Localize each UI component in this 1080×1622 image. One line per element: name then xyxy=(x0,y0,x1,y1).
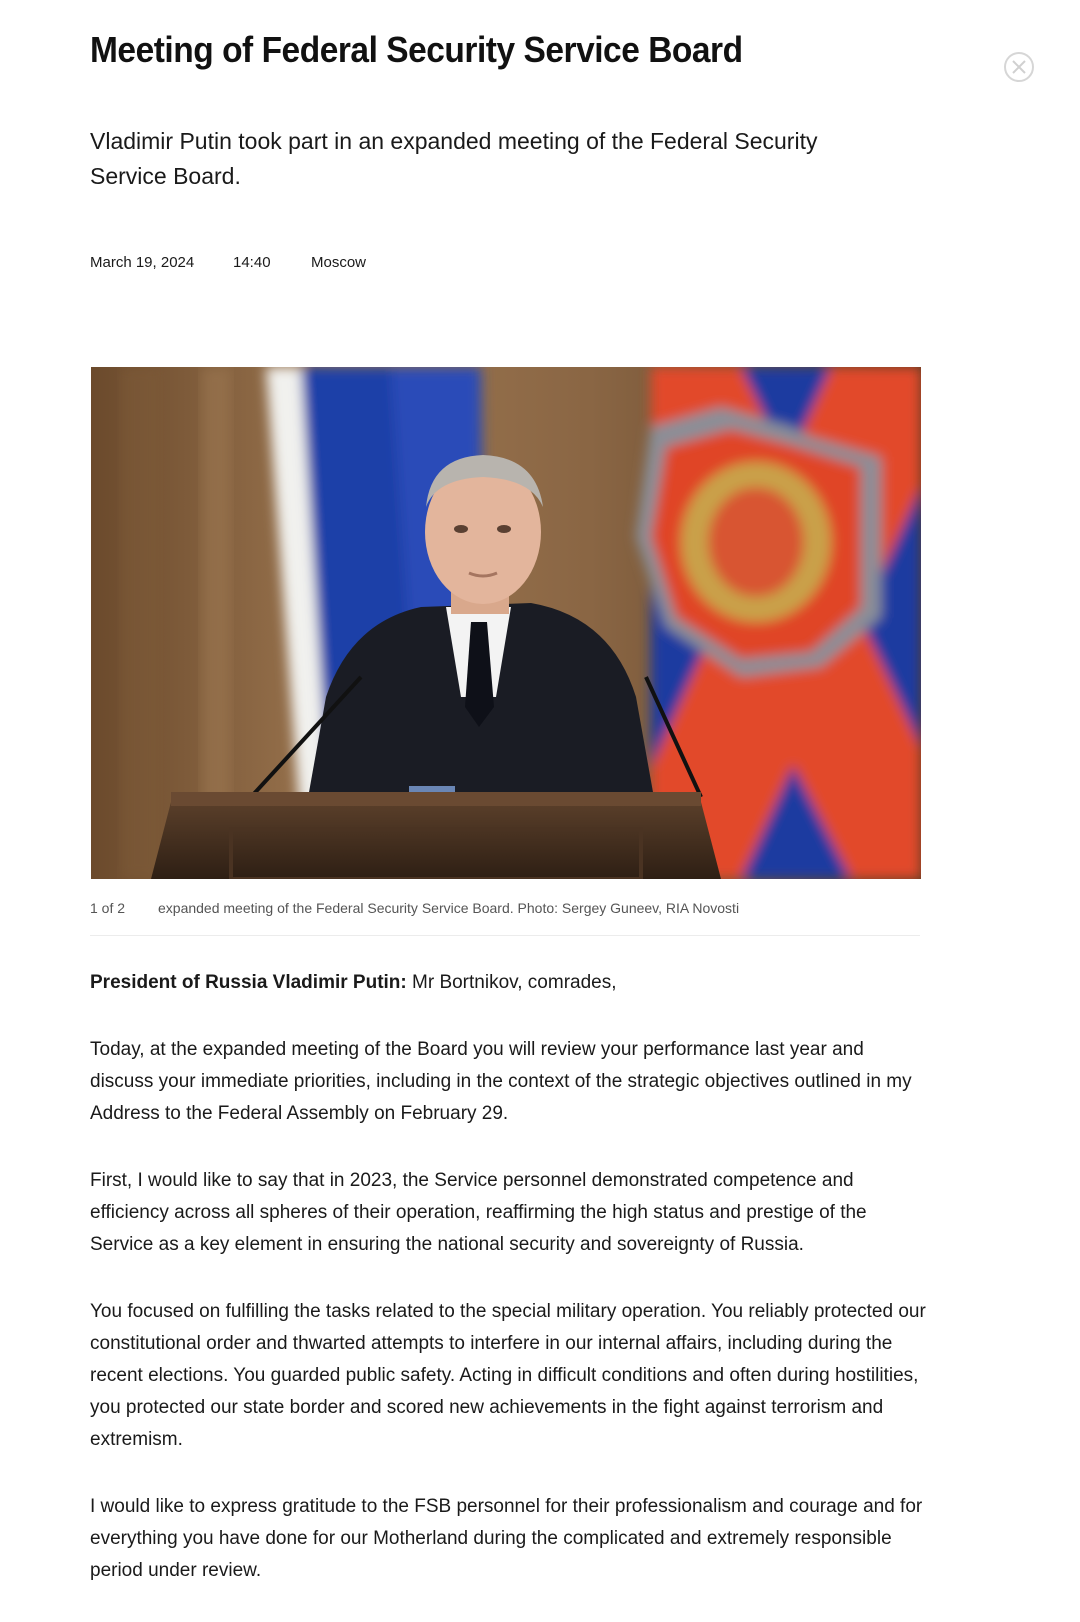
article-paragraph: First, I would like to say that in 2023, the Service personnel demonstrated competence and efficiency across all spheres of their operation, reaffirming the high status and prestige of the Service as a key element in ensuring the national security and sovereignty of Russia. xyxy=(90,1170,867,1255)
article-time: 14:40 xyxy=(233,254,271,271)
article-photo[interactable] xyxy=(91,367,921,879)
page-title: Meeting of Federal Security Service Board xyxy=(90,29,743,70)
article-paragraph: Today, at the expanded meeting of the Board you will review your performance last year and discuss your immediate priorities, including in the context of the strategic objectives outlined in my Address to the Federal Assembly on February 29. xyxy=(90,1039,912,1124)
article-location: Moscow xyxy=(311,254,367,271)
article-paragraph: I would like to express gratitude to the FSB personnel for their professionalism and courage and for everything you have done for our Motherland during the complicated and extremely responsible period under review. xyxy=(90,1496,923,1581)
article-paragraph: You focused on fulfilling the tasks related to the special military operation. You reliably protected our constitutional order and thwarted attempts to interfere in our internal affairs, including during the recent elections. You guarded public safety. Acting in difficult conditions and often during hostilities, you protected our state border and scored new achievements in the fight against terrorism and extremism. xyxy=(90,1301,926,1450)
article-lead: Vladimir Putin took part in an expanded meeting of the Federal Security Service Board. xyxy=(90,128,818,189)
caption-text: expanded meeting of the Federal Security Service Board. Photo: Sergey Guneev, RIA Novosti xyxy=(158,900,740,916)
article-date: March 19, 2024 xyxy=(90,254,195,271)
opening-paragraph xyxy=(90,967,930,999)
close-icon xyxy=(1011,59,1027,75)
speaker-name: President of Russia Vladimir Putin: xyxy=(90,972,407,993)
close-button[interactable] xyxy=(1004,52,1034,82)
speaker-photo-illustration xyxy=(91,367,921,879)
article-body xyxy=(90,967,930,1622)
gallery-counter: 1 of 2 xyxy=(90,900,126,916)
greeting-text: Mr Bortnikov, comrades, xyxy=(406,972,617,993)
divider xyxy=(90,935,920,936)
